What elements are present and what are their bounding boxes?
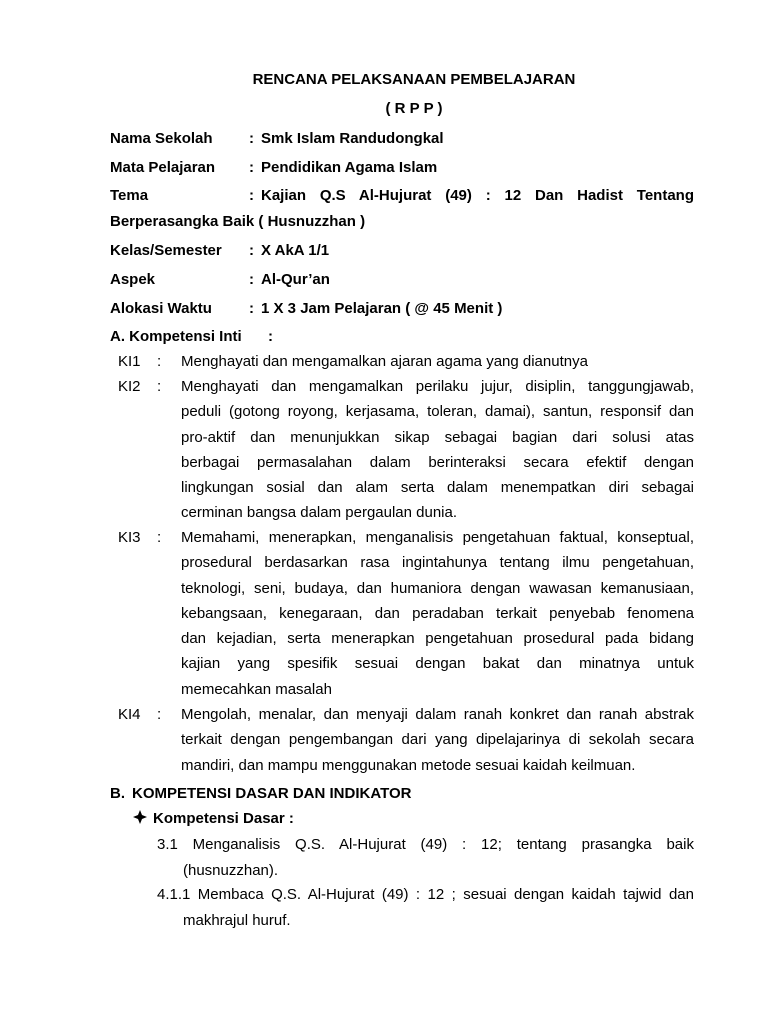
field-colon: : [249, 187, 254, 204]
field-value-line1: Kajian Q.S Al-Hujurat (49) : 12 Dan Hadist Tentang [261, 187, 694, 204]
section-b-title: KOMPETENSI DASAR DAN INDIKATOR [132, 785, 412, 802]
section-b-number: B. [110, 785, 125, 802]
field-value: Al-Qur’an [261, 271, 330, 288]
diamond-bullet-icon [133, 810, 147, 824]
field-colon: : [249, 242, 254, 259]
field-label: Aspek [110, 271, 156, 288]
kompetensi-dasar-label: Kompetensi Dasar : [153, 810, 294, 827]
ki-line: mandiri, dan mampu menggunakan metode sesuai kaidah keilmuan. [181, 756, 636, 774]
ki-line: berbagai permasalahan dalam berinteraksi secara efektif dengan [181, 453, 694, 471]
field-label: Nama Sekolah [110, 130, 213, 147]
ki-line: prosedural berdasarkan rasa ingintahunya tentang ilmu pengetahuan, [181, 554, 694, 572]
ki-line: kebangsaan, kenegaraan, dan peradaban terkait penyebab fenomena [181, 604, 694, 622]
section-a-colon: : [268, 328, 273, 345]
field-value: Pendidikan Agama Islam [261, 159, 438, 176]
kd-item-line2: makhrajul huruf. [183, 912, 291, 929]
field-label: Alokasi Waktu [110, 300, 212, 317]
field-label: Kelas/Semester [110, 242, 222, 259]
ki-line: cerminan bangsa dalam pergaulan dunia. [181, 504, 458, 522]
ki-code: KI3 [118, 529, 141, 546]
document-title: RENCANA PELAKSANAAN PEMBELAJARAN [252, 71, 576, 88]
field-colon: : [249, 300, 254, 317]
field-colon: : [249, 130, 254, 147]
ki-colon: : [157, 529, 162, 546]
ki-line: memecahkan masalah [181, 680, 332, 698]
field-colon: : [249, 159, 254, 176]
ki-text [181, 529, 694, 706]
ki-text [181, 353, 694, 378]
kd-item-4-1-1 [157, 886, 694, 938]
ki-code: KI1 [118, 353, 141, 370]
ki-line: terkait dengan pengembangan dari yang dipelajarinya di sekolah secara [181, 731, 694, 749]
ki-text [181, 378, 694, 530]
field-value: 1 X 3 Jam Pelajaran ( @ 45 Menit ) [261, 300, 503, 317]
field-value: Smk Islam Randudongkal [261, 130, 444, 147]
document-subtitle: ( R P P ) [385, 100, 443, 117]
ki-line: Memahami, menerapkan, menganalisis pengetahuan faktual, konseptual, [181, 529, 694, 546]
field-value: X AkA 1/1 [261, 242, 330, 259]
ki-line: kajian yang spesifik sesuai dengan bakat dan minatnya untuk [181, 655, 694, 673]
ki-line: peduli (gotong royong, kerjasama, toleran, damai), santun, responsif dan [181, 403, 694, 421]
field-colon: : [249, 271, 254, 288]
ki-line: Menghayati dan mengamalkan perilaku jujur, disiplin, tanggungjawab, [181, 378, 694, 395]
ki-colon: : [157, 706, 162, 723]
field-label: Mata Pelajaran [110, 159, 216, 176]
ki-line: teknologi, seni, budaya, dan humaniora dengan wawasan kemanusiaan, [181, 579, 694, 597]
section-a-heading: A. Kompetensi Inti [110, 328, 242, 345]
ki-colon: : [157, 353, 162, 370]
kompetensi-dasar-heading [133, 809, 294, 827]
ki-text [181, 706, 694, 782]
ki-line: lingkungan sosial dan alam serta dalam menempatkan diri sebagai [181, 479, 694, 497]
ki-code: KI2 [118, 378, 141, 395]
ki-line: dan kejadian, serta menerapkan pengetahuan prosedural pada bidang [181, 630, 694, 648]
kd-item-line2: (husnuzzhan). [183, 862, 279, 879]
field-value-line2: Berperasangka Baik ( Husnuzzhan ) [110, 213, 366, 230]
ki-line: Mengolah, menalar, dan menyaji dalam ranah konkret dan ranah abstrak [181, 706, 694, 723]
field-label: Tema [110, 187, 149, 204]
kd-item-3-1 [157, 836, 694, 888]
ki-line: pro-aktif dan menunjukkan sikap sebagai bagian dari solusi atas [181, 428, 694, 446]
ki-colon: : [157, 378, 162, 395]
ki-line: Menghayati dan mengamalkan ajaran agama yang dianutnya [181, 353, 588, 370]
kd-item-line1: 4.1.1 Membaca Q.S. Al-Hujurat (49) : 12 ; sesuai dengan kaidah tajwid dan [157, 886, 694, 903]
kd-item-line1: 3.1 Menganalisis Q.S. Al-Hujurat (49) : 12; tentang prasangka baik [157, 836, 694, 853]
ki-code: KI4 [118, 706, 141, 723]
